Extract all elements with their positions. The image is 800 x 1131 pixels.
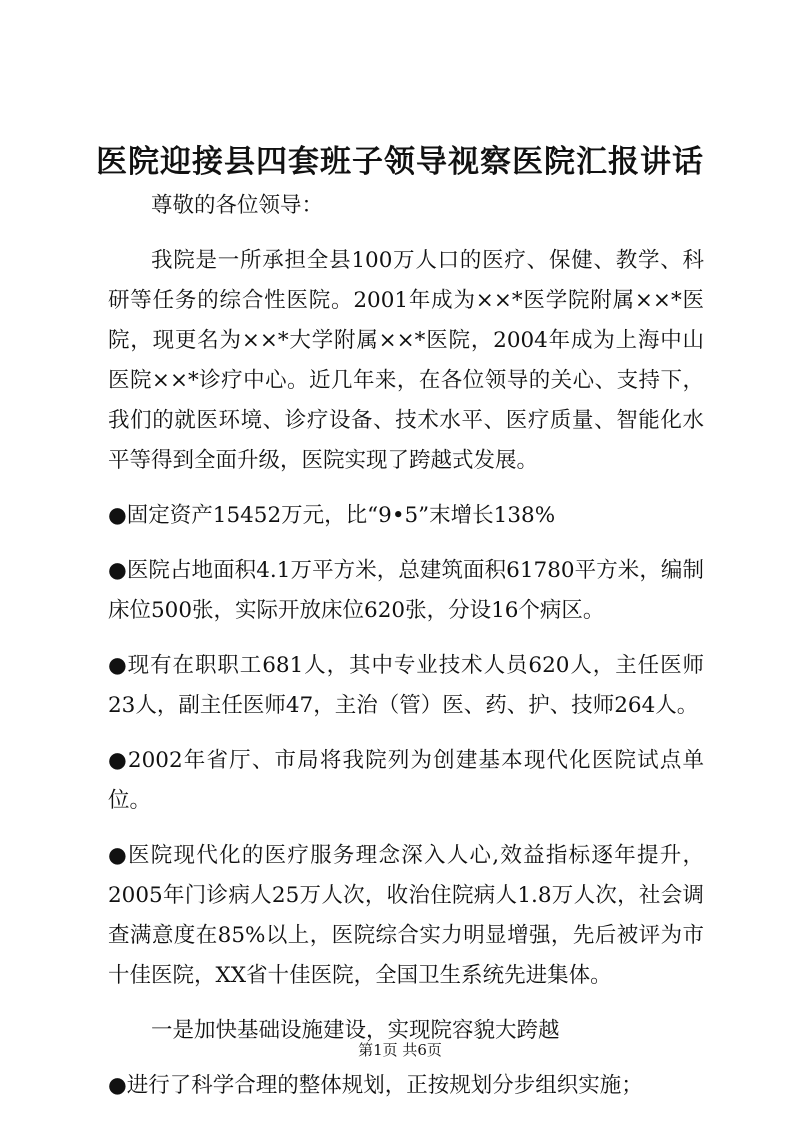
service-concept-bullet: ●医院现代化的医疗服务理念深入人心,效益指标逐年提升，2005年门诊病人25万人次，收治住院病人1.8万人次，社会调查满意度在85%以上，医院综合实力明显增强，先后被评为市十佳医院，XX省十佳医院，全国卫生系统先进集体。 [108, 843, 704, 988]
planning-bullet: ●进行了科学合理的整体规划，正按规划分步组织实施； [108, 1073, 643, 1098]
document-title: 医院迎接县四套班子领导视察医院汇报讲话 [96, 144, 704, 180]
fixed-assets-bullet: ●固定资产15452万元，比“9•5”末增长138% [108, 503, 556, 528]
area-bullet: ●医院占地面积4.1万平方米，总建筑面积61780平方米，编制床位500张，实际开放床位620张，分设16个病区。 [108, 558, 704, 623]
section-heading: 一是加快基础设施建设，实现院容貌大跨越 [151, 1018, 560, 1043]
document-body [108, 186, 704, 1121]
salutation-paragraph: 尊敬的各位领导： [151, 193, 324, 218]
page-indicator: 第1页 共6页 [358, 1041, 442, 1059]
intro-paragraph: 我院是一所承担全县100万人口的医疗、保健、教学、科研等任务的综合性医院。2001年成为××*医学院附属××*医院，现更名为××*大学附属××*医院，2004年成为上海中山医院××*诊疗中心。近几年来，在各位领导的关心、支持下，我们的就医环境、诊疗设备、技术水平、医疗质量、智能化水平等得到全面升级，医院实现了跨越式发展。 [108, 248, 704, 473]
staff-bullet: ●现有在职职工681人，其中专业技术人员620人，主任医师23人，副主任医师47，主治（管）医、药、护、技师264人。 [108, 653, 704, 718]
pilot-unit-bullet: ●2002年省厅、市局将我院列为创建基本现代化医院试点单位。 [108, 748, 704, 813]
